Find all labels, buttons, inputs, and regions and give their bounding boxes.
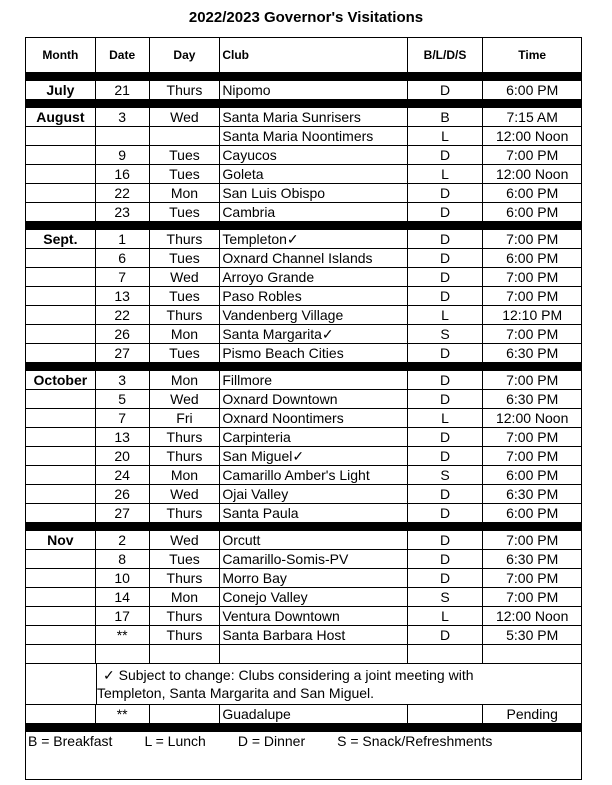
header-day: Day	[150, 38, 221, 72]
club-cell: Ventura Downtown	[220, 607, 407, 625]
month-cell	[26, 569, 96, 587]
day-cell: Mon	[150, 588, 221, 606]
month-cell	[26, 249, 96, 267]
club-cell: Santa Paula	[220, 504, 407, 522]
section-divider	[26, 523, 581, 531]
section-divider	[26, 100, 581, 108]
month-cell	[26, 626, 96, 644]
time-cell: 6:00 PM	[506, 505, 559, 521]
club-cell: Vandenberg Village	[220, 306, 407, 324]
date-cell: 14	[96, 588, 150, 606]
type-cell: L	[408, 409, 484, 427]
day-cell: Fri	[150, 409, 221, 427]
table-row	[26, 569, 581, 588]
date-cell: 26	[96, 485, 150, 503]
date-cell: 13	[96, 287, 150, 305]
type-cell: D	[408, 230, 484, 248]
section-divider	[26, 724, 581, 732]
type-cell: S	[408, 588, 484, 606]
date-cell: 21	[96, 81, 150, 99]
month-cell	[26, 607, 96, 625]
day-cell: Thurs	[150, 447, 221, 465]
date-cell: 10	[96, 569, 150, 587]
type-cell: D	[408, 249, 484, 267]
time-cell: 7:00 PM	[506, 570, 559, 586]
type-cell: D	[408, 203, 484, 221]
day-cell: Thurs	[150, 569, 221, 587]
time-cell: 6:30 PM	[506, 551, 559, 567]
day-cell: Mon	[150, 184, 221, 202]
type-cell: D	[408, 428, 484, 446]
header-time: Time	[518, 48, 547, 62]
table-row	[26, 268, 581, 287]
month-cell: Sept.	[26, 230, 96, 248]
day-cell: Thurs	[150, 230, 221, 248]
date-cell: 27	[96, 344, 150, 362]
type-cell: B	[408, 108, 484, 126]
month-cell	[26, 409, 96, 427]
type-cell: S	[408, 325, 484, 343]
day-cell: Tues	[150, 146, 221, 164]
club-cell: Orcutt	[220, 531, 407, 549]
club-cell: Morro Bay	[220, 569, 407, 587]
section-divider	[26, 73, 581, 81]
table-body	[26, 73, 581, 645]
type-cell: D	[408, 146, 484, 164]
header-month: Month	[26, 38, 96, 72]
day-cell: Wed	[150, 390, 221, 408]
month-cell	[26, 390, 96, 408]
day-cell: Wed	[150, 108, 221, 126]
pending-time: Pending	[506, 706, 558, 722]
type-cell: D	[408, 569, 484, 587]
day-cell: Thurs	[150, 626, 221, 644]
table-row	[26, 447, 581, 466]
club-cell: Camarillo-Somis-PV	[220, 550, 407, 568]
type-cell: D	[408, 390, 484, 408]
time-cell: 12:00 Noon	[495, 166, 569, 182]
month-cell	[26, 504, 96, 522]
time-cell: 6:00 PM	[506, 204, 559, 220]
date-cell: 3	[96, 108, 150, 126]
date-cell: 7	[96, 268, 150, 286]
header-meal-type: B/L/D/S	[408, 38, 484, 72]
club-cell: Paso Robles	[220, 287, 407, 305]
month-cell	[26, 268, 96, 286]
date-cell: 24	[96, 466, 150, 484]
footer-blank	[26, 751, 581, 779]
club-cell: Nipomo	[220, 81, 407, 99]
month-cell: August	[26, 108, 96, 126]
time-cell: 7:00 PM	[506, 326, 559, 342]
table-row	[26, 588, 581, 607]
type-cell: D	[408, 531, 484, 549]
time-cell: 12:00 Noon	[495, 608, 569, 624]
date-cell: 6	[96, 249, 150, 267]
table-row	[26, 390, 581, 409]
date-cell: **	[96, 626, 150, 644]
type-cell: D	[408, 344, 484, 362]
day-cell: Tues	[150, 550, 221, 568]
blank-row	[26, 645, 581, 664]
club-cell: Cambria	[220, 203, 407, 221]
time-cell: 6:30 PM	[506, 345, 559, 361]
day-cell: Wed	[150, 485, 221, 503]
date-cell: 20	[96, 447, 150, 465]
day-cell: Thurs	[150, 607, 221, 625]
club-cell: Goleta	[220, 165, 407, 183]
time-cell: 6:30 PM	[506, 486, 559, 502]
month-cell	[26, 447, 96, 465]
legend-lunch: L = Lunch	[144, 733, 206, 749]
month-cell	[26, 428, 96, 446]
club-cell: Oxnard Noontimers	[220, 409, 407, 427]
date-cell: 26	[96, 325, 150, 343]
pending-club: Guadalupe	[220, 705, 407, 723]
legend-breakfast: B = Breakfast	[28, 733, 113, 749]
date-cell: 2	[96, 531, 150, 549]
table-row	[26, 466, 581, 485]
type-cell: S	[408, 466, 484, 484]
time-cell: 7:00 PM	[506, 372, 559, 388]
type-cell: D	[408, 287, 484, 305]
table-row	[26, 344, 581, 363]
header-club: Club	[220, 38, 407, 72]
month-cell	[26, 306, 96, 324]
table-row	[26, 607, 581, 626]
club-cell: San Miguel✓	[220, 447, 407, 465]
type-cell: D	[408, 81, 484, 99]
type-cell: D	[408, 485, 484, 503]
page-title: 2022/2023 Governor's Visitations	[188, 9, 424, 26]
day-cell	[150, 127, 221, 145]
table-row	[26, 626, 581, 645]
club-cell: San Luis Obispo	[220, 184, 407, 202]
day-cell: Thurs	[150, 81, 221, 99]
table-row	[26, 146, 581, 165]
time-cell: 7:00 PM	[506, 429, 559, 445]
date-cell	[96, 127, 150, 145]
type-cell: D	[408, 504, 484, 522]
month-cell	[26, 550, 96, 568]
table-row	[26, 203, 581, 222]
table-header	[26, 38, 581, 73]
date-cell: 16	[96, 165, 150, 183]
legend-dinner: D = Dinner	[237, 733, 306, 749]
month-cell	[26, 203, 96, 221]
type-cell: D	[408, 184, 484, 202]
note-line-2: Templeton, Santa Margarita and San Miguel.	[97, 685, 375, 701]
club-cell: Templeton✓	[220, 230, 407, 248]
table-row	[26, 127, 581, 146]
type-cell: L	[408, 306, 484, 324]
day-cell: Wed	[150, 268, 221, 286]
table-row	[26, 485, 581, 504]
club-cell: Santa Maria Noontimers	[220, 127, 407, 145]
date-cell: 23	[96, 203, 150, 221]
table-row	[26, 306, 581, 325]
time-cell: 6:00 PM	[506, 185, 559, 201]
date-cell: 17	[96, 607, 150, 625]
month-cell: July	[26, 81, 96, 99]
table-row	[26, 108, 581, 127]
date-cell: 27	[96, 504, 150, 522]
time-cell: 7:00 PM	[506, 532, 559, 548]
club-cell: Ojai Valley	[220, 485, 407, 503]
legend	[26, 732, 581, 751]
section-divider	[26, 363, 581, 371]
club-cell: Carpinteria	[220, 428, 407, 446]
time-cell: 5:30 PM	[506, 627, 559, 643]
type-cell: D	[408, 550, 484, 568]
time-cell: 6:00 PM	[506, 250, 559, 266]
table-row	[26, 249, 581, 268]
club-cell: Conejo Valley	[220, 588, 407, 606]
type-cell: D	[408, 371, 484, 389]
date-cell: 5	[96, 390, 150, 408]
table-row	[26, 287, 581, 306]
table-row	[26, 81, 581, 100]
club-cell: Santa Maria Sunrisers	[220, 108, 407, 126]
table-row	[26, 409, 581, 428]
club-cell: Arroyo Grande	[220, 268, 407, 286]
month-cell	[26, 165, 96, 183]
type-cell: D	[408, 268, 484, 286]
table-row	[26, 531, 581, 550]
club-cell: Santa Barbara Host	[220, 626, 407, 644]
table-row	[26, 371, 581, 390]
type-cell: L	[408, 607, 484, 625]
month-cell: October	[26, 371, 96, 389]
time-cell: 7:00 PM	[506, 288, 559, 304]
time-cell: 6:00 PM	[506, 82, 559, 98]
day-cell: Tues	[150, 287, 221, 305]
month-cell	[26, 485, 96, 503]
table-row	[26, 550, 581, 569]
day-cell: Tues	[150, 165, 221, 183]
club-cell: Pismo Beach Cities	[220, 344, 407, 362]
type-cell: D	[408, 626, 484, 644]
table-row	[26, 230, 581, 249]
time-cell: 6:30 PM	[506, 391, 559, 407]
club-cell: Fillmore	[220, 371, 407, 389]
date-cell: 22	[96, 184, 150, 202]
day-cell: Thurs	[150, 428, 221, 446]
time-cell: 7:00 PM	[506, 448, 559, 464]
note-line-1: ✓ Subject to change: Clubs considering a joint meeting with	[103, 667, 474, 683]
day-cell: Thurs	[150, 306, 221, 324]
day-cell: Mon	[150, 325, 221, 343]
month-cell	[26, 588, 96, 606]
day-cell: Tues	[150, 249, 221, 267]
day-cell: Tues	[150, 344, 221, 362]
day-cell: Thurs	[150, 504, 221, 522]
time-cell: 12:10 PM	[502, 307, 563, 323]
day-cell: Wed	[150, 531, 221, 549]
legend-snack: S = Snack/Refreshments	[337, 733, 493, 749]
header-date: Date	[96, 38, 150, 72]
time-cell: 12:00 Noon	[495, 410, 569, 426]
month-cell	[26, 466, 96, 484]
time-cell: 7:00 PM	[506, 231, 559, 247]
club-cell: Oxnard Downtown	[220, 390, 407, 408]
note-row	[26, 664, 581, 705]
table-row	[26, 184, 581, 203]
month-cell	[26, 146, 96, 164]
time-cell: 12:00 Noon	[495, 128, 569, 144]
time-cell: 7:15 AM	[506, 109, 558, 125]
type-cell: D	[408, 447, 484, 465]
date-cell: 3	[96, 371, 150, 389]
club-cell: Oxnard Channel Islands	[220, 249, 407, 267]
pending-date: **	[96, 705, 150, 723]
pending-row	[26, 705, 581, 724]
month-cell	[26, 127, 96, 145]
section-divider	[26, 222, 581, 230]
month-cell	[26, 287, 96, 305]
time-cell: 6:00 PM	[506, 467, 559, 483]
date-cell: 1	[96, 230, 150, 248]
time-cell: 7:00 PM	[506, 589, 559, 605]
date-cell: 8	[96, 550, 150, 568]
time-cell: 7:00 PM	[506, 147, 559, 163]
club-cell: Camarillo Amber's Light	[220, 466, 407, 484]
time-cell: 7:00 PM	[506, 269, 559, 285]
day-cell: Mon	[150, 371, 221, 389]
date-cell: 7	[96, 409, 150, 427]
table-row	[26, 165, 581, 184]
date-cell: 22	[96, 306, 150, 324]
club-cell: Santa Margarita✓	[220, 325, 407, 343]
date-cell: 9	[96, 146, 150, 164]
type-cell: L	[408, 127, 484, 145]
club-cell: Cayucos	[220, 146, 407, 164]
month-cell	[26, 325, 96, 343]
visitations-table	[25, 37, 582, 780]
day-cell: Tues	[150, 203, 221, 221]
note-text	[97, 664, 581, 704]
table-row	[26, 504, 581, 523]
type-cell: L	[408, 165, 484, 183]
month-cell: Nov	[26, 531, 96, 549]
date-cell: 13	[96, 428, 150, 446]
month-cell	[26, 184, 96, 202]
day-cell: Mon	[150, 466, 221, 484]
table-row	[26, 325, 581, 344]
table-row	[26, 428, 581, 447]
month-cell	[26, 344, 96, 362]
